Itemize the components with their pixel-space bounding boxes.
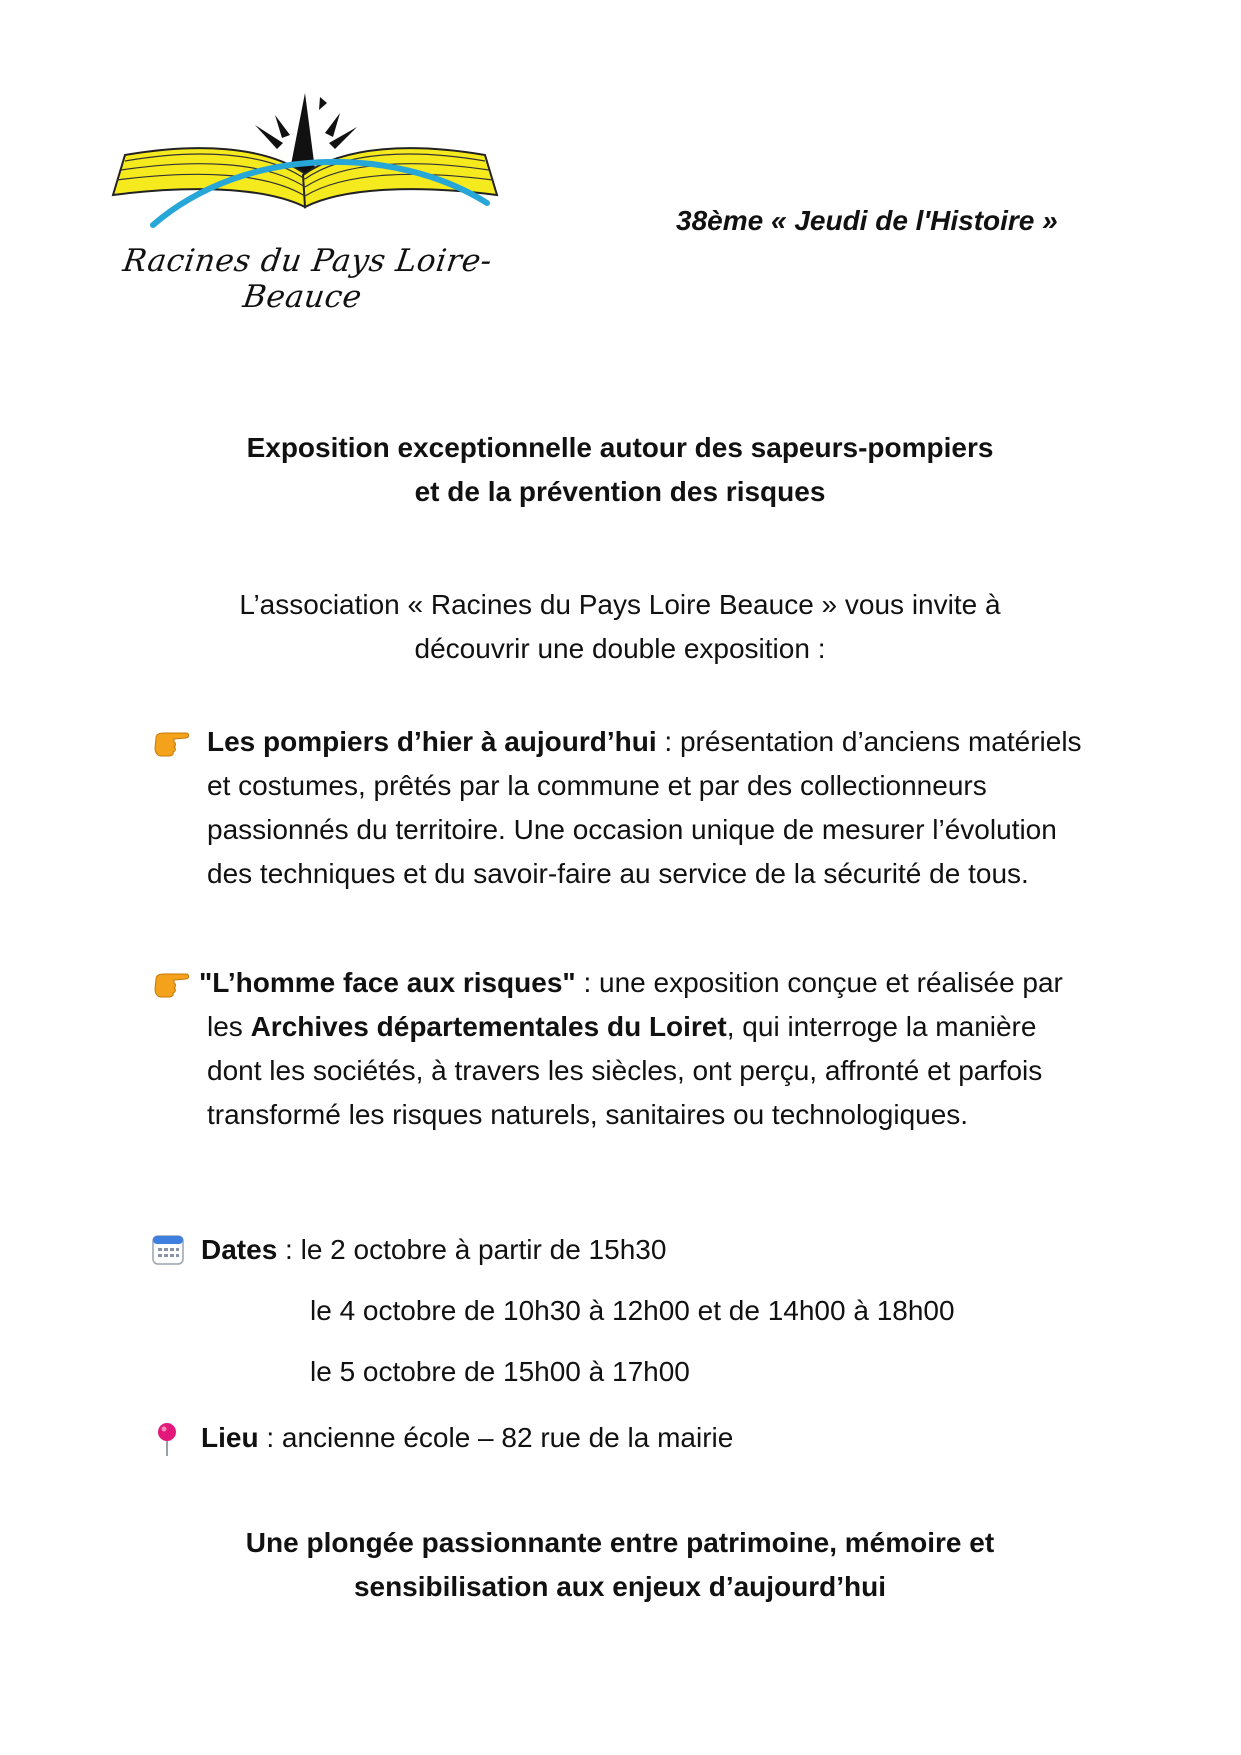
exhibition-2-title: "L’homme face aux risques" <box>199 967 576 998</box>
dates-separator: : <box>277 1234 301 1265</box>
date-2: le 4 octobre de 10h30 à 12h00 et de 14h00 à 18h00 <box>310 1295 955 1326</box>
pin-icon <box>152 1422 182 1458</box>
logo-text: Racines du Pays Loire-Beauce <box>120 243 495 315</box>
dates-line-1 <box>152 1230 666 1270</box>
intro-line-2: découvrir une double exposition : <box>414 633 826 664</box>
location-value: : ancienne école – 82 rue de la mairie <box>258 1422 734 1453</box>
dates-label: Dates <box>201 1234 278 1265</box>
headline <box>120 426 1120 514</box>
exhibition-item-2 <box>152 961 1092 1137</box>
date-3: le 5 octobre de 15h00 à 17h00 <box>310 1356 690 1387</box>
date-1: le 2 octobre à partir de 15h30 <box>300 1234 667 1265</box>
closing-statement <box>120 1521 1120 1609</box>
exhibition-2-text-after: , qui interroge la manière dont les sociétés, à travers les siècles, ont perçu, affronté et parfois transformé les risques naturels, sanitaires ou technologiques. <box>207 1011 1043 1130</box>
exhibition-1-text <box>207 720 1092 896</box>
exhibition-1-description: : présentation d’anciens matériels et costumes, prêtés par la commune et par des collectionneurs passionnés du territoire. Une occasion unique de mesurer l’évolution des techniques et du savoir-faire au service de la sécurité de tous. <box>207 726 1082 889</box>
pointing-hand-icon <box>152 728 192 758</box>
association-logo <box>95 75 515 315</box>
exhibition-item-1 <box>152 720 1092 896</box>
open-book-logo-graphic <box>95 75 515 245</box>
headline-line-2: et de la prévention des risques <box>414 476 826 507</box>
event-title: 38ème « Jeudi de l'Histoire » <box>676 205 1058 236</box>
location-label: Lieu <box>201 1422 259 1453</box>
closing-line-2: sensibilisation aux enjeux d’aujourd’hui <box>353 1571 887 1602</box>
pointing-hand-icon <box>152 969 192 999</box>
headline-line-1: Exposition exceptionnelle autour des sapeurs-pompiers <box>246 432 994 463</box>
intro-paragraph <box>120 583 1120 671</box>
closing-line-1: Une plongée passionnante entre patrimoine, mémoire et <box>245 1527 995 1558</box>
exhibition-1-title: Les pompiers d’hier à aujourd’hui <box>207 726 657 757</box>
exhibition-2-text <box>199 961 1092 1137</box>
exhibition-2-text-before: : une exposition conçue et réalisée par les <box>207 967 1063 1042</box>
exhibition-2-highlight: Archives départementales du Loiret <box>250 1011 727 1042</box>
location-line <box>152 1418 733 1458</box>
intro-line-1: L’association « Racines du Pays Loire Beauce » vous invite à <box>239 589 1001 620</box>
calendar-icon <box>152 1234 184 1266</box>
